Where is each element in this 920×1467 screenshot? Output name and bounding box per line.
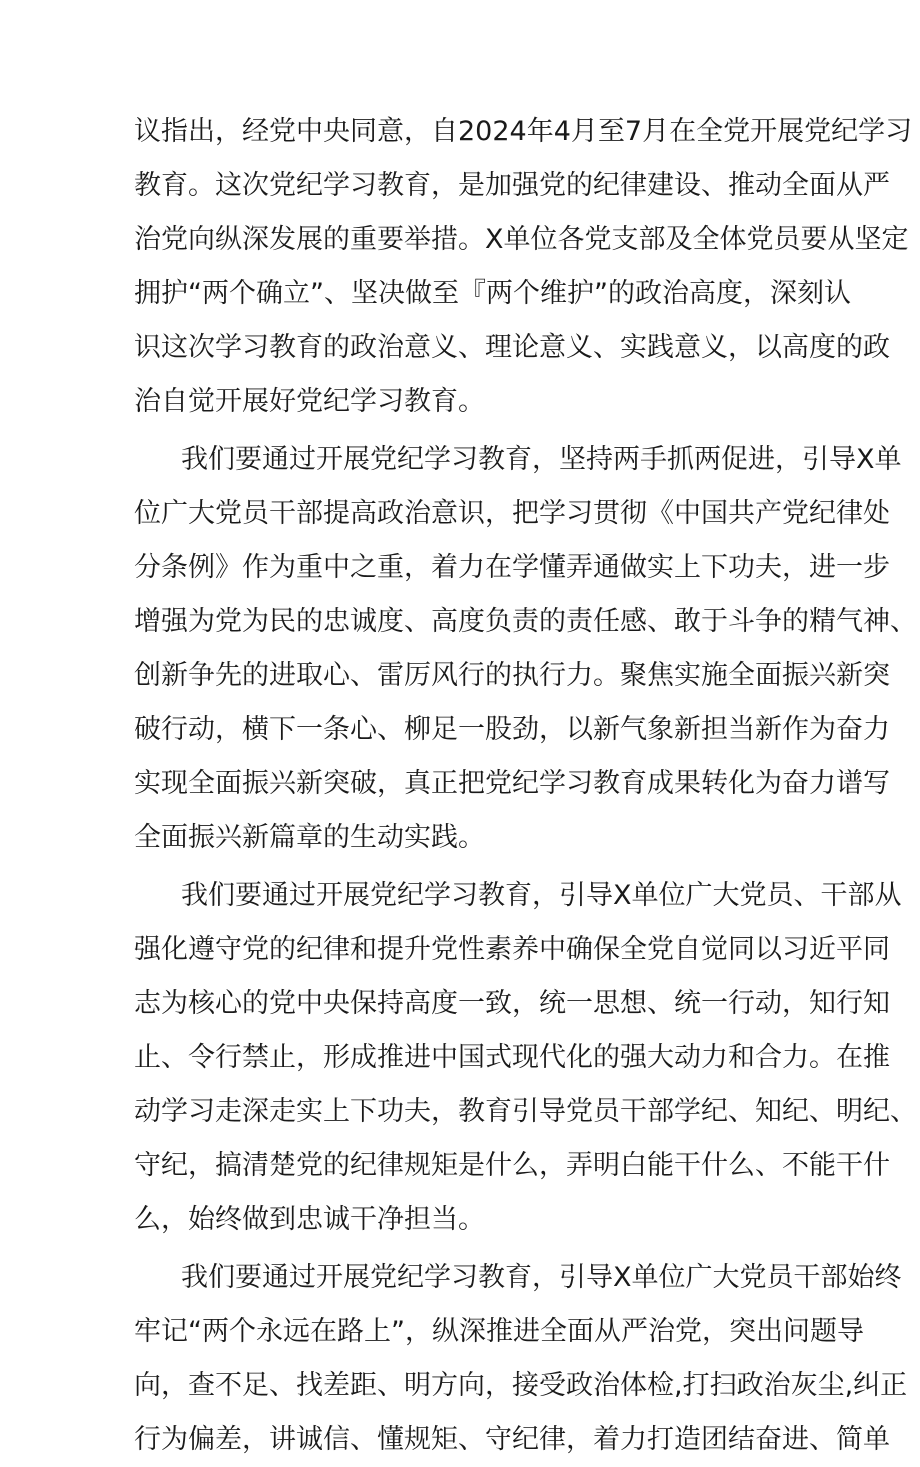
text-line: 识这次学习教育的政治意义、理论意义、实践意义，以高度的政 (134, 332, 890, 363)
text-line: 分条例》作为重中之重，着力在学懂弄通做实上下功夫，进一步 (134, 552, 890, 583)
text-line: 我们要通过开展党纪学习教育，引导X单位广大党员干部始终 (181, 1262, 902, 1293)
text-line: 教育。这次党纪学习教育，是加强党的纪律建设、推动全面从严 (134, 170, 890, 201)
paragraph-1 (134, 105, 913, 429)
text-line: 止、令行禁止，形成推进中国式现代化的强大动力和合力。在推 (134, 1042, 890, 1073)
text-line: 志为核心的党中央保持高度一致，统一思想、统一行动，知行知 (134, 988, 890, 1019)
text-line: 牢记“两个永远在路上”，纵深推进全面从严治党，突出问题导 (134, 1316, 864, 1347)
text-line: 增强为党为民的忠诚度、高度负责的责任感、敢于斗争的精气神、 (134, 606, 917, 637)
text-line: 么，始终做到忠诚干净担当。 (134, 1204, 485, 1235)
text-line: 动学习走深走实上下功夫，教育引导党员干部学纪、知纪、明纪、 (134, 1096, 917, 1127)
text-line: 拥护“两个确立”、坚决做至『两个维护”的政治高度，深刻认 (134, 278, 851, 309)
text-line: 我们要通过开展党纪学习教育，引导X单位广大党员、干部从 (181, 880, 902, 911)
paragraph-3 (134, 869, 917, 1247)
text-line: 破行动，横下一条心、柳足一股劲，以新气象新担当新作为奋力 (134, 714, 890, 745)
text-line: 我们要通过开展党纪学习教育，坚持两手抓两促进，引导X单 (181, 444, 902, 475)
text-line: 位广大党员干部提高政治意识，把学习贯彻《中国共产党纪律处 (134, 498, 890, 529)
text-line: 行为偏差，讲诚信、懂规矩、守纪律，着力打造团结奋进、简单 (134, 1424, 890, 1455)
text-line: 治党向纵深发展的重要举措。X单位各党支部及全体党员要从坚定 (134, 224, 909, 255)
text-line: 创新争先的进取心、雷厉风行的执行力。聚焦实施全面振兴新突 (134, 660, 890, 691)
text-line: 议指出，经党中央同意，自2024年4月至7月在全党开展党纪学习 (134, 116, 913, 147)
text-line: 治自觉开展好党纪学习教育。 (134, 386, 485, 417)
text-line: 实现全面振兴新突破，真正把党纪学习教育成果转化为奋力谱写 (134, 768, 890, 799)
text-line: 强化遵守党的纪律和提升党性素养中确保全党自觉同以习近平同 (134, 934, 890, 965)
document-body (134, 105, 917, 1467)
paragraph-4 (134, 1251, 908, 1467)
paragraph-2 (134, 433, 917, 865)
text-line: 全面振兴新篇章的生动实践。 (134, 822, 485, 853)
text-line: 守纪，搞清楚党的纪律规矩是什么，弄明白能干什么、不能干什 (134, 1150, 890, 1181)
text-line: 向，查不足、找差距、明方向，接受政治体检,打扫政治灰尘,纠正 (134, 1370, 908, 1401)
